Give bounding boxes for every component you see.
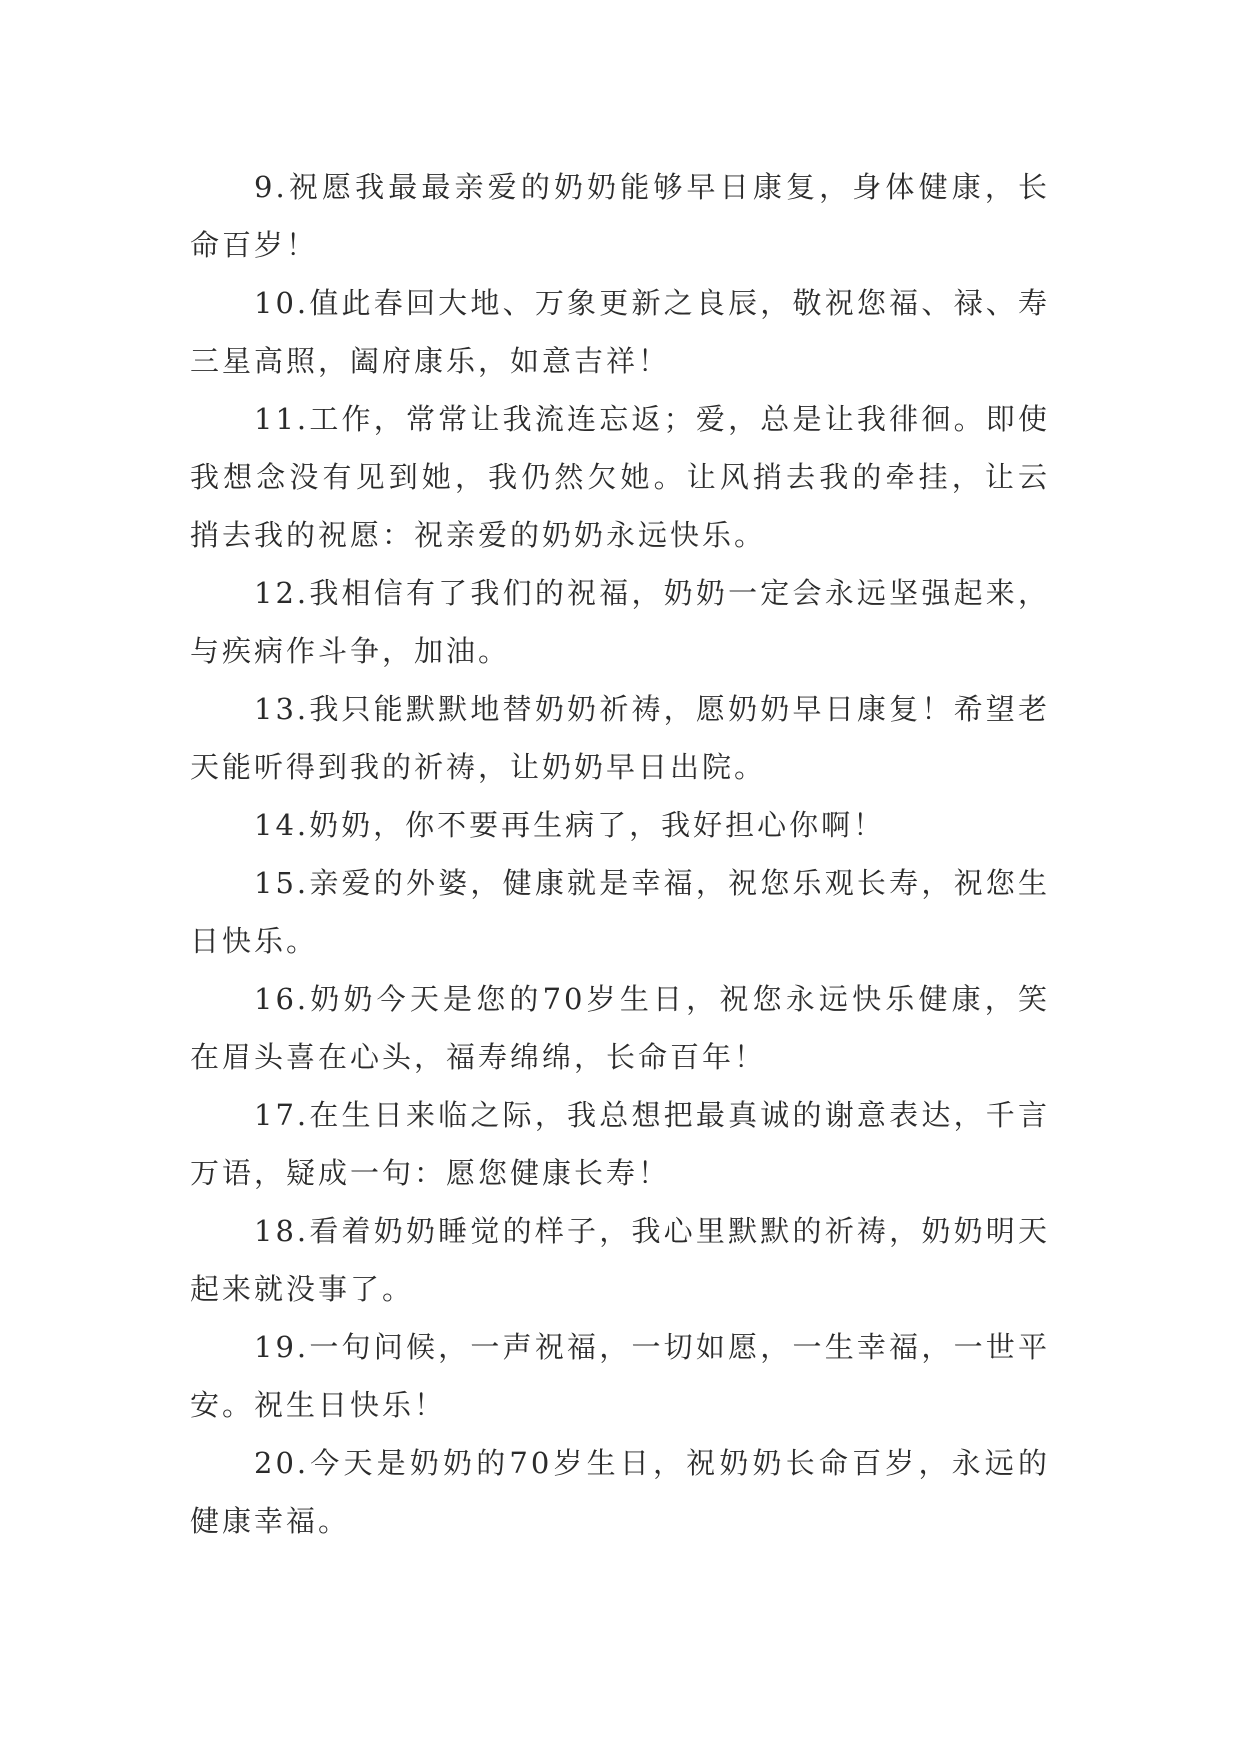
paragraph-19: 19.一句问候，一声祝福，一切如愿，一生幸福，一世平安。祝生日快乐！	[190, 1330, 1050, 1422]
paragraph-17: 17.在生日来临之际，我总想把最真诚的谢意表达，千言万语，疑成一句：愿您健康长寿！	[190, 1098, 1050, 1190]
paragraph-13: 13.我只能默默地替奶奶祈祷，愿奶奶早日康复！希望老天能听得到我的祈祷，让奶奶早日出院。	[190, 692, 1050, 784]
paragraph-18: 18.看着奶奶睡觉的样子，我心里默默的祈祷，奶奶明天起来就没事了。	[190, 1214, 1050, 1306]
paragraph-20: 20.今天是奶奶的70岁生日，祝奶奶长命百岁，永远的健康幸福。	[190, 1446, 1050, 1538]
paragraph-11: 11.工作，常常让我流连忘返；爱，总是让我徘徊。即使我想念没有见到她，我仍然欠她。让风捎去我的牵挂，让云捎去我的祝愿：祝亲爱的奶奶永远快乐。	[190, 402, 1050, 552]
paragraph-14: 14.奶奶，你不要再生病了，我好担心你啊！	[254, 808, 886, 842]
paragraph-12: 12.我相信有了我们的祝福，奶奶一定会永远坚强起来，与疾病作斗争，加油。	[190, 576, 1050, 668]
paragraph-16: 16.奶奶今天是您的70岁生日，祝您永远快乐健康，笑在眉头喜在心头，福寿绵绵，长命百年！	[190, 982, 1050, 1074]
document-body	[190, 158, 1050, 1550]
paragraph-9: 9.祝愿我最最亲爱的奶奶能够早日康复，身体健康，长命百岁！	[190, 170, 1050, 262]
paragraph-15: 15.亲爱的外婆，健康就是幸福，祝您乐观长寿，祝您生日快乐。	[190, 866, 1050, 958]
paragraph-10: 10.值此春回大地、万象更新之良辰，敬祝您福、禄、寿三星高照，阖府康乐，如意吉祥！	[190, 286, 1050, 378]
